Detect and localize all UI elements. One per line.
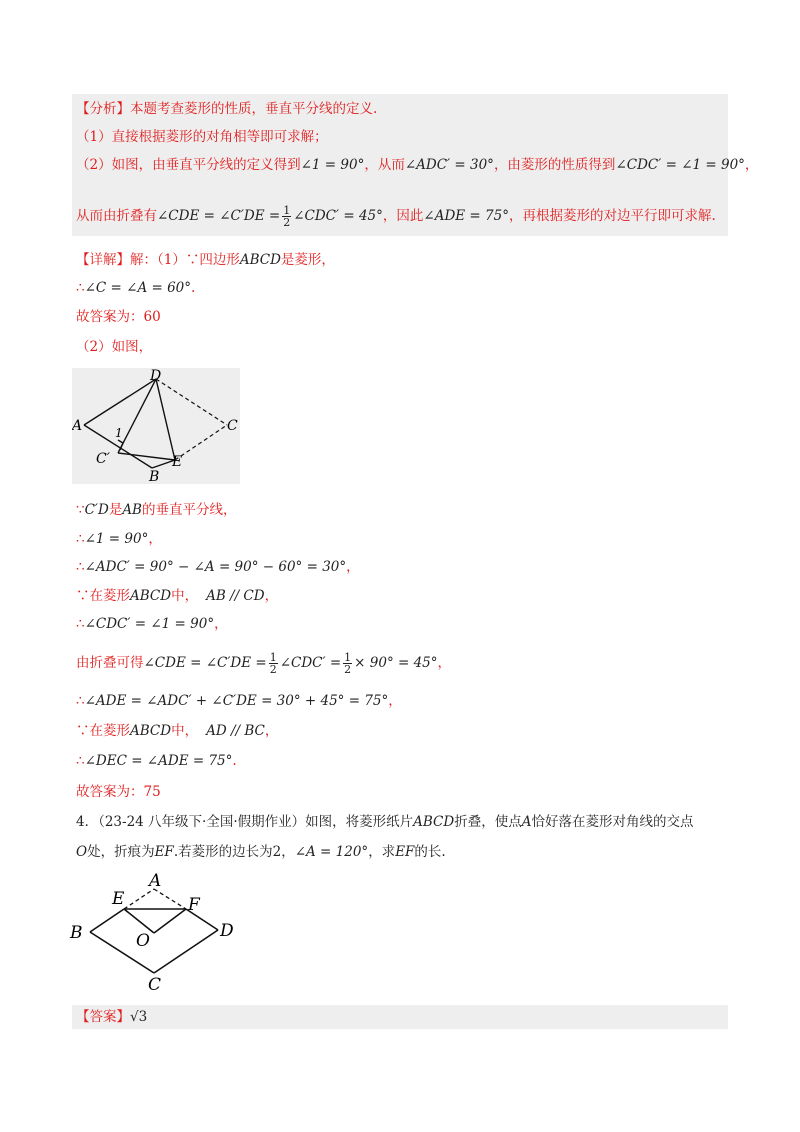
fraction-half: $\frac{1}{2}$ [344,651,352,676]
answer4-line: 【答案】√3 [76,1009,148,1025]
detail-step-ad-parallel: ∵在菱形ABCD中， AD // BC， [76,723,279,739]
point-label-b: B [149,469,160,484]
point-label-b: B [70,923,83,943]
analysis-intro: 【分析】本题考查菱形的性质，垂直平分线的定义. [76,101,378,117]
point-label-e: E [112,889,125,909]
answer-background [72,1005,728,1029]
detail-step-adc: ∴∠ADC′ = 90° − ∠A = 90° − 60° = 30°， [76,559,360,575]
point-label-d: D [150,368,162,384]
detail-step-ab-parallel: ∵在菱形ABCD中， AB // CD， [76,588,279,604]
answer-value: √3 [130,1009,148,1025]
problem4-line1: 4．（23-24 八年级下·全国·假期作业）如图，将菱形纸片ABCD折叠，使点A恰好落在菱形对角线的交点 [76,814,694,830]
analysis-step1: （1）直接根据菱形的对角相等即可求解； [76,129,328,145]
detail-step-perp-bisector: ∵C′D是AB的垂直平分线， [76,502,237,518]
fraction-half: $\frac{1}{2}$ [283,204,291,229]
point-label-a: A [72,418,83,434]
angle-label-1: 1 [115,426,123,440]
point-label-c-prime: C′ [96,451,110,467]
problem4-line2: O处，折痕为EF.若菱形的边长为2，∠A = 120°，求EF的长. [76,844,446,860]
point-label-o: O [136,931,150,951]
detail-step-angle1: ∴∠1 = 90°， [76,531,162,547]
point-label-f: F [188,895,200,915]
detail-step-fold: 由折叠可得∠CDE = ∠C′DE = $\frac{1}{2}$ ∠CDC′ = $\frac{1}{2}$ × 90° = 45°， [76,651,452,676]
point-label-c: C [227,418,238,434]
fraction-half: $\frac{1}{2}$ [269,651,277,676]
rhombus-fold-figure-1 [72,368,242,484]
point-label-d: D [220,921,234,941]
point-label-a: A [149,871,162,891]
detail-line1: 【详解】解：（1）∵四边形ABCD是菱形， [76,252,335,268]
point-label-c: C [148,975,162,994]
detail-answer-60: 故答案为：60 [76,309,161,325]
detail-step-ade: ∴∠ADE = ∠ADC′ + ∠C′DE = 30° + 45° = 75°， [76,693,402,709]
detail-step-cdc: ∴∠CDC′ = ∠1 = 90°， [76,616,228,632]
point-label-e: E [172,454,183,470]
analysis-step3: 从而由折叠有∠CDE = ∠C′DE = $\frac{1}{2}$ ∠CDC′ = 45°，因此∠ADE = 75°，再根据菱形的对边平行即可求解. [76,204,716,229]
analysis-step2: （2）如图，由垂直平分线的定义得到∠1 = 90°，从而∠ADC′ = 30°，由菱形的性质得到∠CDC′ = ∠1 = 90°， [76,157,759,173]
detail-step-dec: ∴∠DEC = ∠ADE = 75°. [76,753,237,769]
detail-line2: ∴∠C = ∠A = 60°. [76,280,196,296]
detail-answer-75: 故答案为：75 [76,784,161,800]
rhombus-fold-figure-2 [66,870,246,994]
detail-part2-heading: （2）如图， [76,339,153,355]
